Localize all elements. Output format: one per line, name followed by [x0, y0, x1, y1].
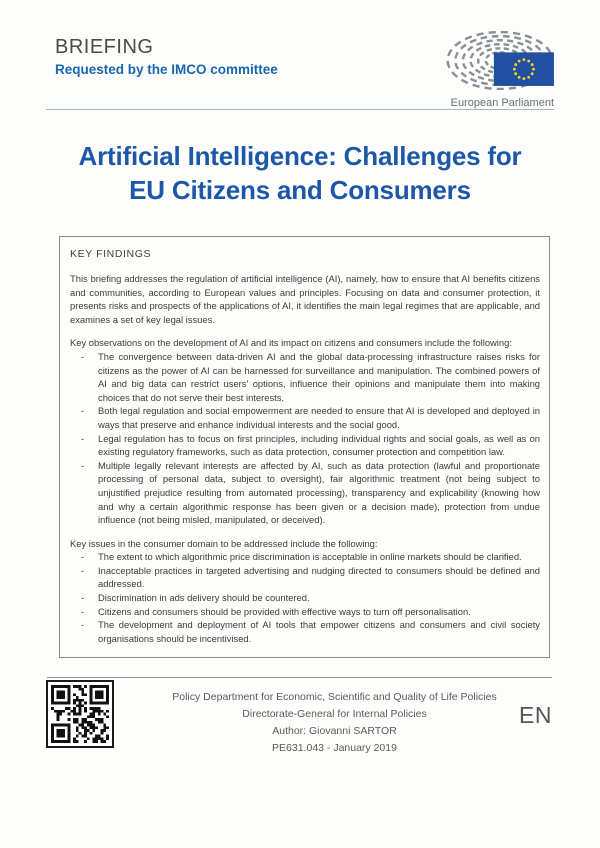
- consumer-issue-item: - The extent to which algorithmic price discrimination is acceptable in online markets should be clarified.: [70, 550, 540, 564]
- footer-line: PE631.043 - January 2019: [272, 742, 397, 755]
- european-parliament-logo: [444, 0, 554, 109]
- document-type-label: BRIEFING: [55, 36, 154, 58]
- key-findings-intro: This briefing addresses the regulation of artificial intelligence (AI), namely, how to ensure that AI benefits citizens and communities, according to European values and principles. Focusing on data and consumer protection, it presents risks and prospects of the applications of AI, it identifies the main legal regimes that are applicable, and examines a set of key legal issues.: [70, 273, 540, 325]
- footer-line: Policy Department for Economic, Scientific and Quality of Life Policies: [172, 691, 497, 704]
- bullet-dash: -: [81, 551, 85, 563]
- bullet-dash: -: [81, 564, 85, 576]
- observation-item: - The convergence between data-driven AI and the global data-processing infrastructure raises risks for citizens as the power of AI can be harnessed for surveillance and manipulation. The combined powers of AI and big data can restrict users’ options, influence their opinions and manipulate them into making choices that do not serve their best interests.: [70, 350, 540, 404]
- consumer-issue-item: - Discrimination in ads delivery should be countered.: [70, 591, 540, 605]
- consumer-issue-item: - Citizens and consumers should be provided with effective ways to turn off personalisation.: [70, 605, 540, 619]
- bullet-dash: -: [81, 405, 85, 417]
- hemicycle-flag-icon: [444, 31, 554, 90]
- header-text-block: [46, 0, 278, 77]
- observation-item: - Multiple legally relevant interests are affected by AI, such as data protection (lawful and proportionate processing of personal data, subject to oversight), fair algorithmic treatment (not being subject to unjustified prejudice resulting from automated processing), transparency and explicability (knowing how and why a certain algorithmic response has been given or a decision made), protection from undue influence (not being misled, manipulated, or deceived).: [70, 459, 540, 527]
- observations-lead: Key observations on the development of AI and its impact on citizens and consumers include the following:: [70, 337, 512, 349]
- bullet-dash: -: [81, 459, 85, 471]
- bullet-dash: -: [81, 350, 85, 362]
- key-findings-heading: KEY FINDINGS: [70, 248, 152, 260]
- bullet-dash: -: [81, 605, 85, 617]
- footer-text-block: [117, 678, 552, 757]
- consumer-issue-item: - The development and deployment of AI tools that empower citizens and consumers and civil society organisations should be incentivised.: [70, 618, 540, 645]
- consumer-issue-item: - Inacceptable practices in targeted advertising and nudging directed to consumers should be defined and addressed.: [70, 564, 540, 591]
- observation-item: - Both legal regulation and social empowerment are needed to ensure that AI is developed and deployed in ways that preserve and enhance individual interests and the social good.: [70, 404, 540, 431]
- logo-caption: European Parliament: [450, 97, 554, 109]
- requested-by-label: Requested by the IMCO committee: [55, 62, 278, 77]
- consumer-issues-list: [70, 550, 540, 645]
- page-title-line2: EU Citizens and Consumers: [129, 175, 471, 205]
- page-footer: [47, 677, 552, 757]
- eu-flag: [494, 52, 554, 86]
- footer-line: Directorate-General for Internal Policies: [242, 708, 427, 721]
- footer-line: Author: Giovanni SARTOR: [272, 725, 397, 738]
- qr-code: [46, 680, 114, 748]
- observations-list: [70, 350, 540, 527]
- bullet-dash: -: [81, 592, 85, 604]
- page-title: [0, 139, 600, 207]
- consumer-lead: Key issues in the consumer domain to be addressed include the following:: [70, 537, 378, 549]
- observation-item: - Legal regulation has to focus on first principles, including individual rights and social goals, as well as on existing regulatory frameworks, such as data protection, consumer protection and competition law.: [70, 432, 540, 459]
- page-title-line1: Artificial Intelligence: Challenges for: [78, 141, 522, 171]
- key-findings-box: [59, 236, 550, 658]
- bullet-dash: -: [81, 432, 85, 444]
- page-header: [46, 0, 554, 110]
- language-code: EN: [519, 702, 552, 729]
- bullet-dash: -: [81, 619, 85, 631]
